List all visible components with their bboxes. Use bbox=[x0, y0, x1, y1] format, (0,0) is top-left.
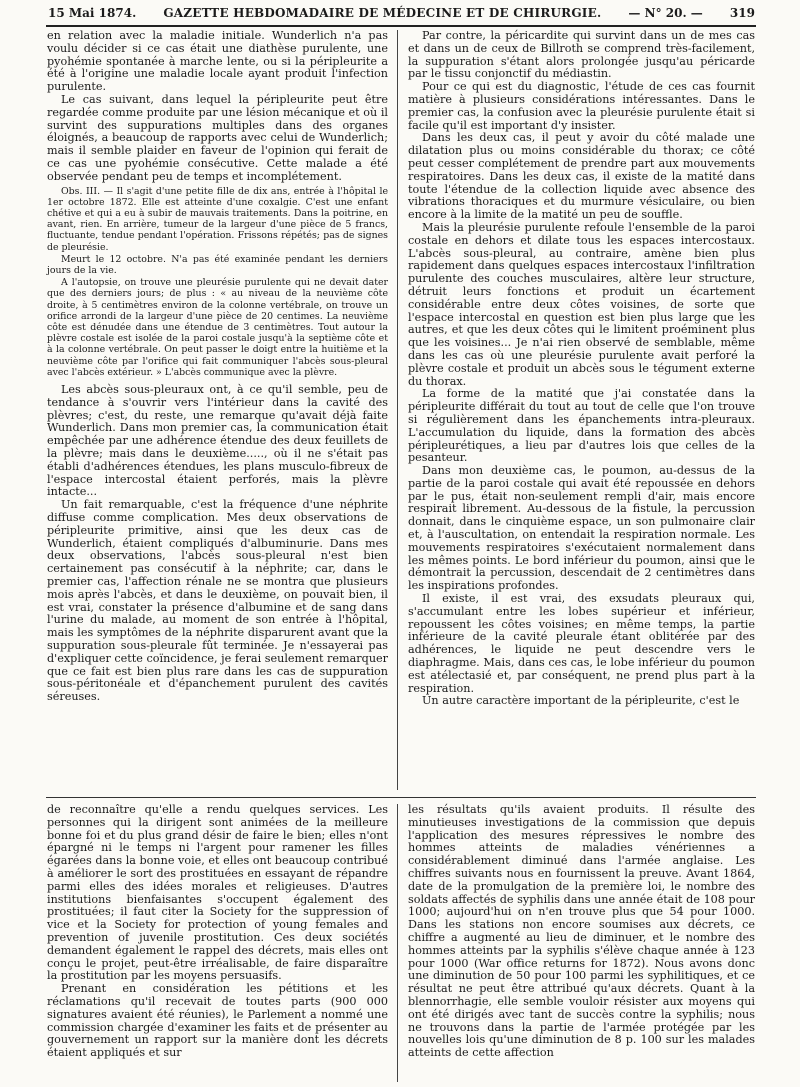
paragraph: Les abcès sous-pleuraux ont, à ce qu'il semble, peu de tendance à s'ouvrir vers l'intérieur dans la cavité des plèvres; c'est, du reste, une remarque qu'avait déjà faite Wunderlich. Dans mon premier cas, la communication était empêchée par une adhérence étendue des deux feuillets de la plèvre; mais dans le deuxième....., où il ne s'était pas établi d'adhérences étendues, les plans musculo-fibreux de l'espace intercostal étaient perforés, mais la plèvre intacte... bbox=[47, 383, 388, 499]
page-header bbox=[48, 6, 755, 24]
paragraph: les résultats qu'ils avaient produits. Il résulte des minutieuses investigations de la commission que depuis l'application des mesures répressives le nombre des hommes atteints de maladies vénériennes a considérablement diminué dans l'armée anglaise. Les chiffres suivants nous en fournissent la preuve. Avant 1864, date de la promulgation de la première loi, le nombre des soldats affectés de syphilis dans une année était de 108 pour 1000; aujourd'hui on n'en trouve plus que 54 pour 1000. Dans les stations non encore soumises aux décrets, ce chiffre a augmenté au lieu de diminuer, et le nombre des hommes atteints par la syphilis s'élève chaque année à 123 pour 1000 (War office returns for 1872). Nous avons donc une diminution de 50 pour 100 parmi les syphilitiques, et ce résultat ne peut être attribué qu'aux décrets. Quant à la blennorrhagie, elle semble vouloir résister aux moyens qui ont été dirigés avec tant de succès contre la syphilis; nous ne trouvons dans la partie de l'armée protégée par les nouvelles lois qu'une diminution de 8 p. 100 sur les malades atteints de cette affection bbox=[408, 803, 755, 1060]
observation-text: Meurt le 12 octobre. N'a pas été examinée pendant les derniers jours de la vie. bbox=[47, 253, 388, 276]
header-rule bbox=[46, 25, 756, 27]
paragraph: Mais la pleurésie purulente refoule l'ensemble de la paroi costale en dehors et dilate tous les espaces intercostaux. L'abcès sous-pleural, au contraire, amène bien plus rapidement dans quelques espaces intercostaux l'infiltration purulente des couches musculaires, altère leur structure, détruit leurs fonctions et produit un écartement considérable entre deux côtes voisines, de sorte que l'espace intercostal en question est bien plus large que les autres, et que les deux côtes qui le limitent proéminent plus que les voisines... Je n'ai rien observé de semblable, même dans les cas où une pleurésie purulente avait perforé la plèvre costale et produit un abcès sous le tégument externe du thorax. bbox=[408, 220, 755, 388]
page-number: 319 bbox=[729, 6, 755, 20]
observation-text: Obs. III. — Il s'agit d'une petite fille de dix ans, entrée à l'hôpital le 1er octobre 1872. Elle est atteinte d'une coxalgie. C'est une enfant chétive et qui a eu à subir de mauvais traitements. Dans la poitrine, en avant, rien. En arrière, tumeur de la largeur d'une pièce de 5 francs, fluctuante, tendue pendant l'opération. Frissons répétés; pas de signes de pleurésie. bbox=[47, 185, 388, 253]
column-bottom-left bbox=[47, 804, 388, 1082]
paragraph: La forme de la matité que j'ai constatée dans la péripleurite différait du tout au tout de celle que l'on trouve si régulièrement dans les épanchements intra-pleuraux. L'accumulation du liquide, dans la formation des abcès péripleurétiques, a lieu par d'autres lois que celles de la pesanteur. bbox=[408, 387, 755, 465]
column-divider bbox=[397, 30, 398, 790]
paragraph: en relation avec la maladie initiale. Wunderlich n'a pas voulu décider si ce cas était une diathèse purulente, une pyohémie spontanée à marche lente, ou si la péripleurite a été à l'origine une maladie locale ayant produit l'infection purulente. bbox=[47, 29, 388, 94]
paragraph: Un fait remarquable, c'est la fréquence d'une néphrite diffuse comme complication. Mes deux observations de péripleurite primitive, ainsi que les deux cas de Wunderlich, étaient compliqués d'albuminurie. Dans mes deux observations, l'abcès sous-pleural n'est bien certainement pas consécutif à la néphrite; car, dans le premier cas, l'affection rénale ne se montra que plusieurs mois après l'abcès, et dans le deuxième, on pouvait bien, il est vrai, constater la présence d'albumine et de sang dans l'urine du malade, au moment de son entrée à l'hôpital, mais les symptômes de la néphrite disparurent avant que la suppuration sous-pleurale fût terminée. Je n'essayerai pas d'expliquer cette coïncidence, je ferai seulement remarquer que ce fait est bien plus rare dans les cas de suppuration sous-péritonéale et d'épanchement purulent des cavités séreuses. bbox=[47, 498, 388, 704]
issue-date: 15 Mai 1874. bbox=[48, 6, 137, 20]
paragraph: Pour ce qui est du diagnostic, l'étude de ces cas fournit matière à plusieurs considérations intéressantes. Dans le premier cas, la confusion avec la pleurésie purulente était si facile qu'il est important d'y insister. bbox=[408, 80, 755, 132]
column-top-left bbox=[47, 30, 388, 775]
column-bottom-right bbox=[408, 804, 755, 1082]
paragraph: Dans les deux cas, il peut y avoir du côté malade une dilatation plus ou moins considérable du thorax; ce côté peut cesser complétement de prendre part aux mouvements respiratoires. Dans les deux cas, il existe de la matité dans toute l'étendue de la collection liquide avec absence des vibrations thoraciques et du murmure vésiculaire, ou bien encore à la limite de la matité un peu de souffle. bbox=[408, 131, 755, 222]
column-divider bbox=[397, 804, 398, 1082]
journal-title: GAZETTE HEBDOMADAIRE DE MÉDECINE ET DE CHIRURGIE. bbox=[163, 6, 602, 20]
column-top-right bbox=[408, 30, 755, 775]
paragraph: Dans mon deuxième cas, le poumon, au-dessus de la partie de la paroi costale qui avait été repoussée en dehors par le pus, était non-seulement rempli d'air, mais encore respirait librement. Au-dessous de la fistule, la percussion donnait, dans le cinquième espace, un son pulmonaire clair et, à l'auscultation, on entendait la respiration normale. Les mouvements respiratoires s'exécutaient normalement dans les mêmes points. Le bord inférieur du poumon, ainsi que le démontrait la percussion, descendait de 2 centimètres dans les inspirations profondes. bbox=[408, 464, 755, 593]
paragraph: Le cas suivant, dans lequel la péripleurite peut être regardée comme produite par une lésion mécanique et où il survint des suppurations multiples dans des organes éloignés, a beaucoup de rapports avec celui de Wunderlich; mais il semble plaider en faveur de l'opinion qui ferait de ce cas une pyohémie consécutive. Cette malade a été observée pendant peu de temps et incomplétement. bbox=[47, 92, 388, 183]
paragraph: Prenant en considération les pétitions et les réclamations qu'il recevait de toutes parts (900 000 signatures avaient été réunies), le Parlement a nommé une commission chargée d'examiner les faits et de présenter au gouvernement un rapport sur la manière dont les décrets étaient appliqués et sur bbox=[47, 982, 388, 1060]
paragraph: Un autre caractère important de la péripleurite, c'est le bbox=[422, 694, 740, 708]
paragraph: de reconnaître qu'elle a rendu quelques services. Les personnes qui la dirigent sont animées de la meilleure bonne foi et du plus grand désir de faire le bien; elles n'ont épargné ni le temps ni l'argent pour ramener les filles égarées dans la bonne voie, et elles ont beaucoup contribué à améliorer le sort des prostituées en essayant de répandre parmi elles des idées morales et religieuses. D'autres institutions bienfaisantes s'occupent également des prostituées; il faut citer la Society for the suppression of vice et la Society for protection of young females and prevention of juvenile prostitution. Ces deux sociétés demandent également le rappel des décrets, mais elles ont conçu le projet, peut-être irréalisable, de faire disparaître la prostitution par les moyens persuasifs. bbox=[47, 803, 388, 983]
observation-text: A l'autopsie, on trouve une pleurésie purulente qui ne devait dater que des derniers jours; de plus : « au niveau de la neuvième côte droite, à 5 centimètres environ de la colonne vertébrale, on trouve un orifice arrondi de la largeur d'une pièce de 20 centimes. La neuvième côte est dénudée dans une étendue de 3 centimètres. Tout autour la plèvre costale est isolée de la paroi costale jusqu'à la septième côte et à la colonne vertébrale. On peut passer le doigt entre la huitième et la neuvième côte par l'orifice qui fait communiquer l'abcès sous-pleural avec l'abcès extérieur. » L'abcès communique avec la plèvre. bbox=[47, 277, 388, 378]
paragraph: Par contre, la péricardite qui survint dans un de mes cas et dans un de ceux de Billroth se comprend très-facilement, la suppuration s'étant alors prolongée jusqu'au péricarde par le tissu conjonctif du médiastin. bbox=[408, 29, 755, 81]
paragraph: Il existe, il est vrai, des exsudats pleuraux qui, s'accumulant entre les lobes supérieur et inférieur, repoussent les côtes voisines; en même temps, la partie inférieure de la cavité pleurale étant oblitérée par des adhérences, le liquide ne peut descendre vers le diaphragme. Mais, dans ces cas, le lobe inférieur du poumon est atélectasié et, par conséquent, ne prend plus part à la respiration. bbox=[408, 592, 755, 695]
issue-number: — N° 20. — bbox=[628, 6, 703, 20]
section-rule bbox=[46, 797, 756, 798]
